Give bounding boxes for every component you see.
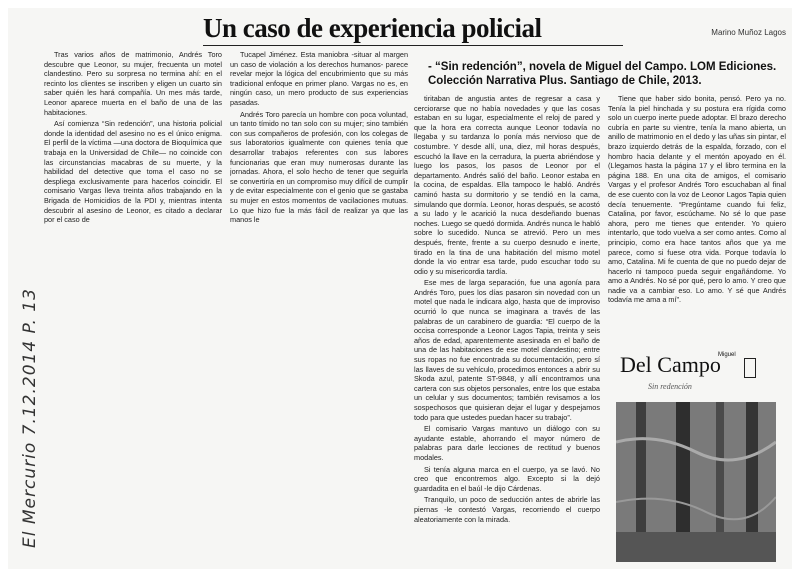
article-column-4 (608, 94, 786, 344)
paragraph: tiritaban de angustia antes de regresar a casa y cerciorarse que no había novedades y que las cosas estaban en su lugar, especialmente el reloj de pared y que la hora era correcta aunque Leonor todavía no llegaba y su tardanza lo ponía más nervioso que de costumbre. Y desde allí, una, diez, mil horas después, escuchó la llave en la cerradura, la puerta abriéndose y luego los pasos, los pasos de Leonor por el departamento. Andrés salió del baño. Leonor estaba en la cocina, de espaldas. Ella tampoco le habló. Andrés caminó hasta su dormitorio y se tendió en la cama, simulando que dormía. Leonor, horas después, se acostó a su lado y le acarició la nuca desdeñando buenas noches. Luego se quedó dormida. Andrés nunca le habló sobre lo sucedido. Nunca se atrevió. Pero un mes después, frente, frente a su cuerpo desnudo e inerte, tirado en la tina de una habitación del mismo motel donde la vio entrar esa tarde, pudo escuchar todo su odio y su misericordia tardía. (414, 94, 600, 276)
paragraph: Así comienza “Sin redención”, una historia policial donde la identidad del asesino no es el único enigma. El perfil de la víctima —una doctora de Bioquímica que trabaja en la Universidad de Chile— no coincide con las circunstancias macabras de su muerte, y la habilidad del detective que toma el caso no se despliega exclusivamente para hacerlos coincidir. El comisario Vargas lleva treinta años trabajando en la Brigada de Homicidios de la PDI y, mientras intenta descubrir al asesino de Leonor, es citado a declarar por el caso de (44, 119, 222, 225)
book-reference: - “Sin redención”, novela de Miguel del Campo. LOM Ediciones. Colección Narrativa Plus. Santiago de Chile, 2013. (428, 61, 777, 87)
paragraph: Tiene que haber sido bonita, pensó. Pero ya no. Tenía la piel hinchada y su postura era rígida como solo un cuerpo inerte puede adoptar. El brazo derecho cubría en parte su vientre, tenía la mano abierta, un anillo de matrimonio en el dedo y las uñas sin pintar, el brazo izquierdo detrás de la espalda, forzado, con el hombro hacia delante y el mentón apoyado en él. (Llegamos hasta la página 17 y el libro termina en la página 188. En una cita de amigos, el comisario Vargas y el profesor Andrés Toro escuchaban al final de ese cuento con la voz de Leonor Lagos Tapia quien decía tenuemente. “Pregúntame cuando fui feliz, Catalina, por favor, escúchame. No sé lo que pase ahora, pero me tienes que entender. Yo quiero intentarlo, que todo vuelva a ser como antes. Como al principio, como era hace tantos años que ya me parece, como si fuese otra vida. Porque todavía lo amo, Catalina. Mi fe cuenta de que no puedo dejar de hacerlo ni tampoco pueda seguir engañándome. Yo amo a Andrés. No sé por qué, pero lo amo. Y creo que nadie va a cambiar eso. Lo amo. Y sé que Andrés todavía me ama a mí”. (608, 94, 786, 305)
paragraph: El comisario Vargas mantuvo un diálogo con su ayudante estable, ahorrando el mayor número de palabras para darle lecciones de rectitud y buenos modales. (414, 424, 600, 462)
book-author-first-name: Miguel (718, 352, 736, 358)
paragraph: Andrés Toro parecía un hombre con poca voluntad, un tanto tímido no tan solo con su mujer; sino también con sus compañeros de profesión, con los colegas de sus laboratorios igualmente con quienes tenía que desarrollar trabajos referentes con sus labores funcionarias que eran muy numerosas durante las jornadas. Ahora, el solo hecho de tener que seguirla se convertiría en un compromiso muy difícil de cumplir y de evitar especialmente con el genio que se gastaba su mujer en estos momentos de vacilaciones mutuas. Lo que hizo fue la más fácil de realizar ya que las manos le (230, 109, 408, 225)
book-author-name: Del Campo (620, 352, 721, 377)
article-column-2 (230, 50, 408, 240)
newspaper-clipping (8, 8, 792, 569)
forest-photo-icon (616, 402, 776, 562)
byline: Marino Muñoz Lagos (711, 28, 786, 37)
title-underline (203, 45, 623, 46)
article-column-3 (414, 94, 600, 564)
book-subtitle: Sin redención (648, 382, 692, 391)
article-title: Un caso de experiencia policial (203, 13, 542, 43)
paragraph: Tranquilo, un poco de seducción antes de abrirle las piernas -le contestó Vargas, recorriendo el cuerpo aleatoriamente con la mirada. (414, 495, 600, 524)
handwritten-annotation: El Mercurio 7.12.2014 P. 13 (20, 288, 40, 548)
paragraph: Ese mes de larga separación, fue una agonía para Andrés Toro, pues los días pasaron sin novedad con un motel que nada le indicara algo, hasta que de improviso ocurrió lo que nunca se imaginara a través de las palabras de un carabinero de guardia: “El cuerpo de la occisa corresponde a Leonor Lagos Tapia, treinta y seis años de edad, aparentemente asesinada en el baño de una de las habitaciones de ese motel clandestino; entre sus ropas no fue encontrada su documentación, pero sí las llaves de su vehículo, procedimos entonces a abrir su Skoda azul, patente ST-9848, y allí encontramos una cartera con sus objetos personales, entre los que estaba un celular y sus documentos; también revisamos a los sospechosos que quisieran dejar el lugar y despejamos todo para que ustedes puedan hacer su trabajo”. (414, 278, 600, 422)
paragraph: Tucapel Jiménez. Esta maniobra -situar al margen un caso de violación a los derechos humanos- parece revelar mejor la lógica del encubrimiento que su más tradicional enfoque en primer plano. Vargas no es, en ningún caso, un mero producto de sus experiencias pasadas. (230, 50, 408, 107)
book-cover-photo (616, 402, 776, 562)
publisher-mark-icon (744, 358, 756, 378)
paragraph: Si tenía alguna marca en el cuerpo, ya se lavó. No creo que encontremos algo. Excepto si la dejó guardadita en el baúl -le dijo Cárdenas. (414, 464, 600, 493)
book-cover-title (620, 352, 770, 396)
article-column-1 (44, 50, 222, 240)
paragraph: Tras varios años de matrimonio, Andrés Toro descubre que Leonor, su mujer, frecuenta un motel clandestino. Pero su sorpresa no termina ahí: en el recinto los clientes se inscriben y eligen un cuarto sin saber quién les hará compañía. Un mes más tarde, Leonor aparece muerta en el baño de una de las habitaciones. (44, 50, 222, 117)
